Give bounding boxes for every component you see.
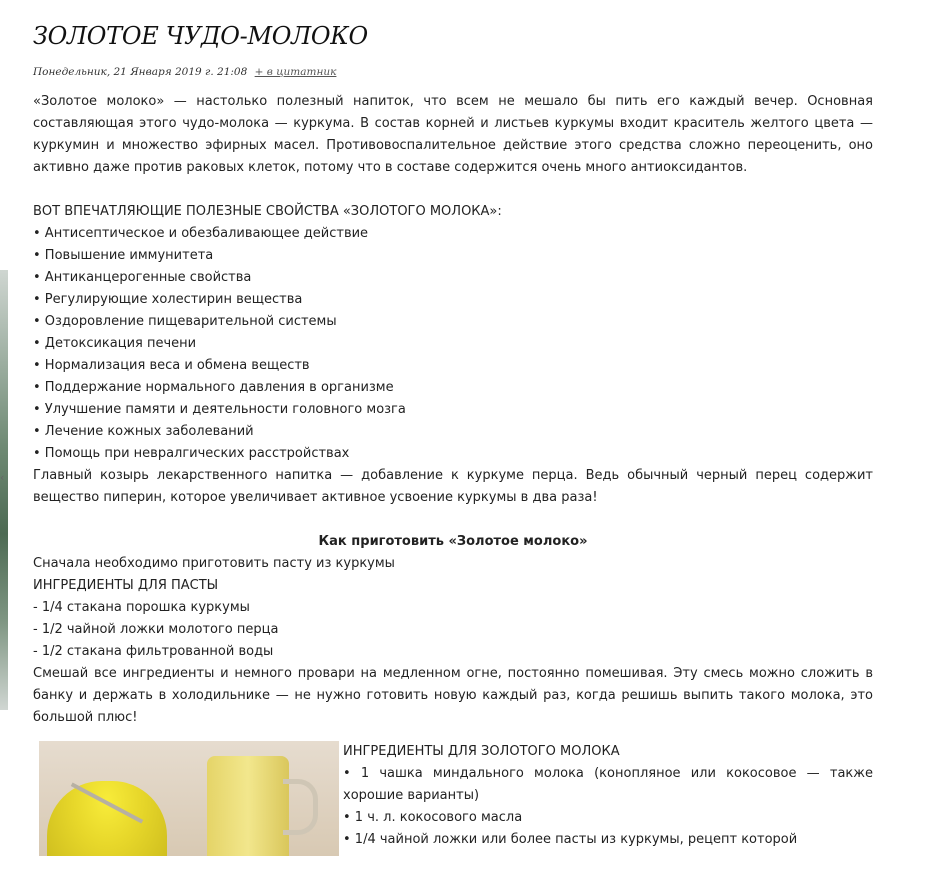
golden-milk-photo [39, 741, 339, 856]
blog-post [33, 22, 873, 856]
paste-ingredients-list [33, 597, 873, 663]
milk-section [33, 741, 873, 856]
post-content [33, 91, 873, 856]
post-date: Понедельник, 21 Января 2019 г. 21:08 [33, 66, 248, 78]
properties-heading: ВОТ ВПЕЧАТЛЯЮЩИЕ ПОЛЕЗНЫЕ СВОЙСТВА «ЗОЛОТОГО МОЛОКА»: [33, 204, 502, 219]
list-item: - 1/2 чайной ложки молотого перца [33, 622, 279, 637]
list-item: • Антиканцерогенные свойства [33, 270, 252, 285]
list-item: • Поддержание нормального давления в организме [33, 380, 394, 395]
post-title[interactable]: ЗОЛОТОЕ ЧУДО-МОЛОКО [33, 22, 368, 50]
paste-heading: ИНГРЕДИЕНТЫ ДЛЯ ПАСТЫ [33, 578, 219, 593]
intro-paragraph: «Золотое молоко» — настолько полезный напиток, что всем не мешало бы пить его каждый вечер. Основная составляющая этого чудо-молока — куркума. В состав корней и листьев куркумы входит краситель желтого цвета — куркумин и множество эфирных масел. Противовоспалительное действие этого средства сложно переоценить, оно активно даже против раковых клеток, потому что в составе содержится очень много антиоксидантов. [33, 94, 873, 175]
add-to-quotes-link[interactable]: + в цитатник [254, 66, 337, 78]
list-item: • 1 чашка миндального молока (конопляное или кокосовое — также хорошие варианты) [343, 766, 873, 803]
milk-ingredients [343, 741, 873, 851]
howto-heading: Как приготовить «Золотое молоко» [318, 534, 588, 549]
chevron-left-icon[interactable]: ‹ [0, 471, 5, 484]
first-step: Сначала необходимо приготовить пасту из куркумы [33, 556, 395, 571]
list-item: • Регулирующие холестирин вещества [33, 292, 303, 307]
paste-method-paragraph: Смешай все ингредиенты и немного провари на медленном огне, постоянно помешивая. Эту смесь можно сложить в банку и держать в холодильнике — не нужно готовить новую каждый раз, когда решишь выпить такого молока, это большой плюс! [33, 666, 873, 725]
list-item: • Повышение иммунитета [33, 248, 214, 263]
list-item: • Нормализация веса и обмена веществ [33, 358, 310, 373]
properties-list [33, 223, 873, 465]
list-item: • Антисептическое и обезбаливающее действие [33, 226, 369, 241]
list-item: • 1/4 чайной ложки или более пасты из куркумы, рецепт которой [343, 832, 798, 847]
list-item: - 1/2 стакана фильтрованной воды [33, 644, 274, 659]
milk-heading: ИНГРЕДИЕНТЫ ДЛЯ ЗОЛОТОГО МОЛОКА [343, 744, 620, 759]
post-meta [33, 66, 873, 78]
mug-handle [283, 779, 318, 835]
list-item: • Детоксикация печени [33, 336, 197, 351]
list-item: • Оздоровление пищеварительной системы [33, 314, 337, 329]
list-item: • Улучшение памяти и деятельности головного мозга [33, 402, 406, 417]
pepper-paragraph: Главный козырь лекарственного напитка — добавление к куркуме перца. Ведь обычный черный перец содержит вещество пиперин, которое увеличивает активное усвоение куркумы в два раза! [33, 468, 873, 505]
list-item: • 1 ч. л. кокосового масла [343, 810, 523, 825]
list-item: • Лечение кожных заболеваний [33, 424, 254, 439]
list-item: • Помощь при невралгических расстройствах [33, 446, 350, 461]
sidebar-thumbnail-image[interactable] [0, 270, 8, 710]
left-sidebar-edge [0, 0, 8, 869]
list-item: - 1/4 стакана порошка куркумы [33, 600, 250, 615]
glass-mug [207, 756, 289, 856]
yellow-cup [47, 781, 167, 856]
